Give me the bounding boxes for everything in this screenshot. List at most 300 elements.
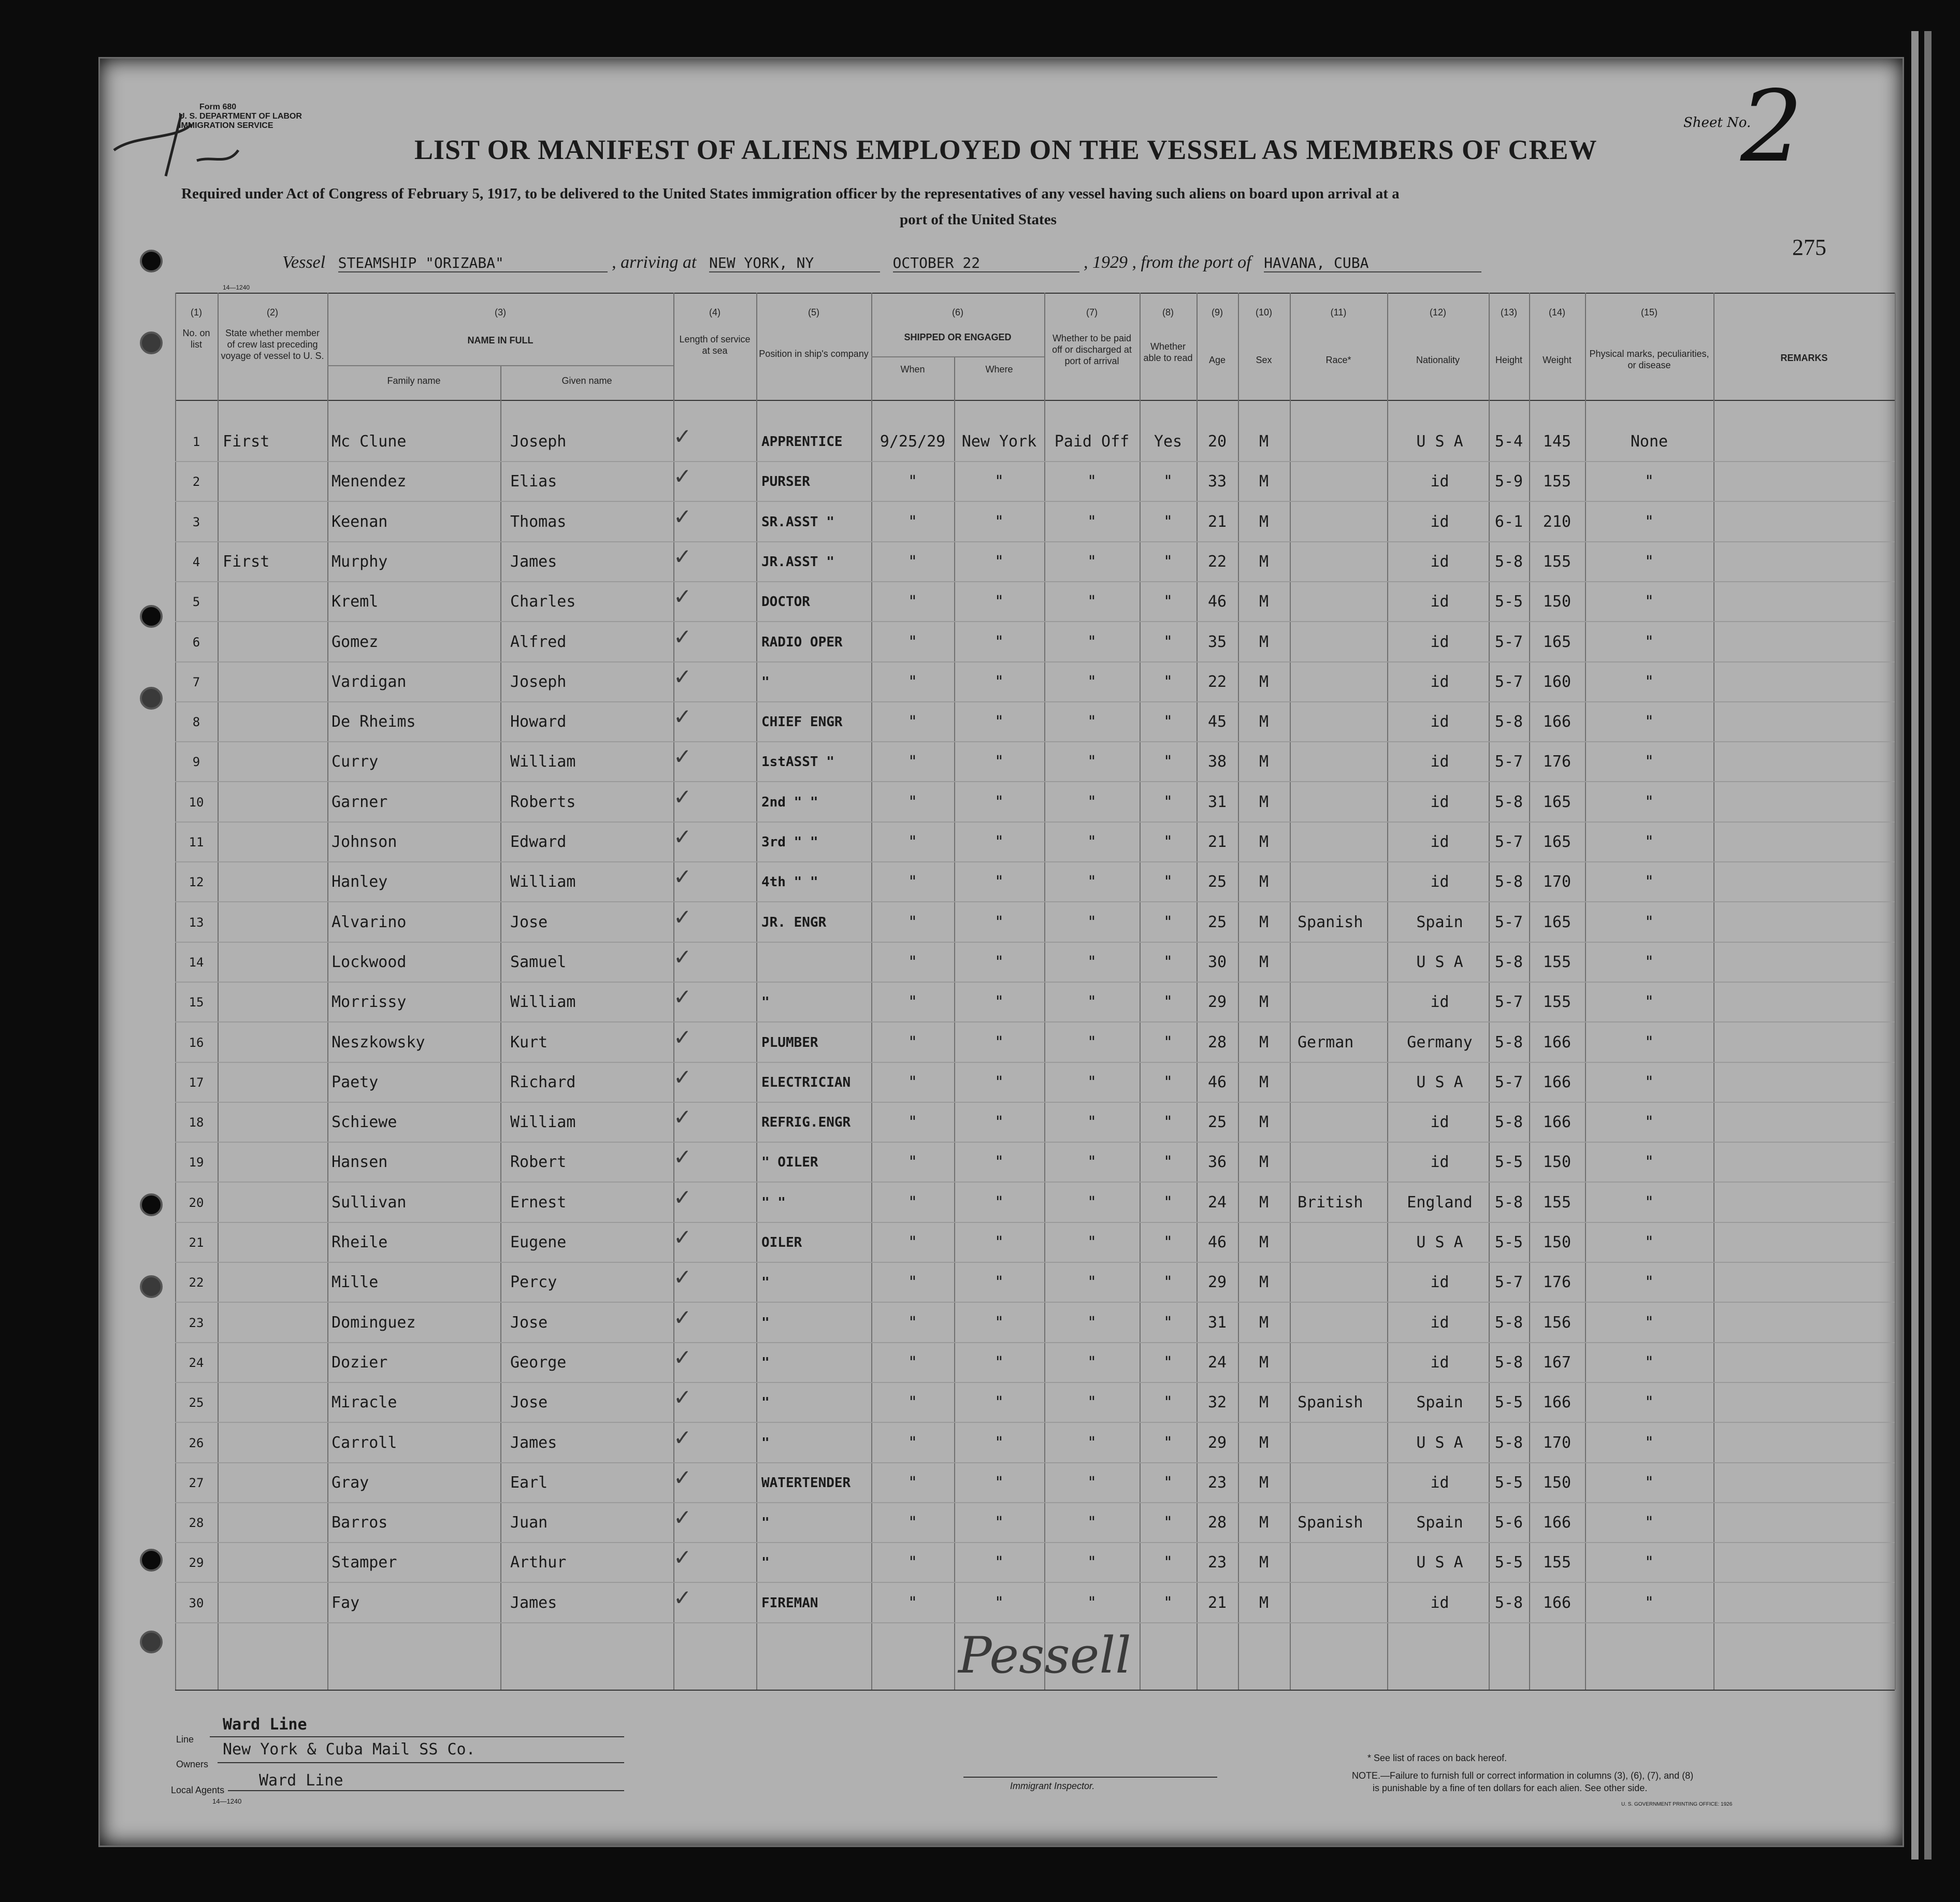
service-check-mark: ✓	[673, 1185, 692, 1210]
row-height: 5-5	[1494, 1153, 1523, 1171]
row-shipped-where: "	[994, 873, 1004, 891]
row-able-to-read: "	[1163, 833, 1173, 851]
row-age: 36	[1207, 1153, 1227, 1171]
row-able-to-read: "	[1163, 1273, 1173, 1291]
row-number: 11	[189, 835, 204, 849]
row-able-to-read: "	[1163, 1033, 1173, 1051]
row-able-to-read: "	[1163, 1073, 1173, 1091]
row-number: 21	[189, 1235, 204, 1250]
row-height: 5-7	[1494, 1273, 1523, 1291]
row-able-to-read: "	[1163, 513, 1173, 531]
header-state: State whether member of crew last preceding voyage of vessel to U. S.	[221, 328, 324, 361]
service-label: IMMIGRATION SERVICE	[179, 121, 273, 130]
table-row-rule	[175, 901, 1895, 902]
row-shipped-when: "	[907, 873, 918, 891]
row-shipped-where: "	[994, 1353, 1004, 1372]
row-given-name: William	[510, 993, 576, 1011]
row-weight: 210	[1543, 513, 1572, 531]
header-c8-number: (8)	[1162, 307, 1174, 318]
row-shipped-where: "	[994, 1594, 1004, 1612]
row-height: 5-7	[1494, 633, 1523, 651]
header-name-in-full: NAME IN FULL	[467, 335, 534, 345]
row-position: REFRIG.ENGR	[761, 1115, 851, 1130]
row-shipped-where: "	[994, 673, 1004, 691]
header-c14-number: (14)	[1548, 307, 1565, 318]
row-family-name: Johnson	[332, 833, 397, 851]
row-height: 5-9	[1494, 472, 1523, 491]
service-check-mark: ✓	[673, 1345, 692, 1370]
header-c13-number: (13)	[1500, 307, 1517, 318]
table-row-rule	[175, 1021, 1895, 1022]
inspector-signature: Pessell	[958, 1626, 1131, 1684]
agents-underline	[228, 1790, 624, 1791]
row-shipped-where: "	[994, 553, 1004, 571]
row-number: 16	[189, 1035, 204, 1050]
row-paid-off: "	[1087, 1594, 1097, 1612]
row-weight: 176	[1543, 1273, 1572, 1291]
row-shipped-where: "	[994, 593, 1004, 611]
row-weight: 166	[1543, 1514, 1572, 1532]
row-position: FIREMAN	[761, 1595, 818, 1611]
row-paid-off: "	[1087, 513, 1097, 531]
row-number: 14	[189, 955, 204, 970]
table-header-bottom	[175, 400, 1895, 401]
row-position: WATERTENDER	[761, 1475, 851, 1491]
row-paid-off: "	[1087, 1314, 1097, 1332]
row-height: 5-8	[1494, 1193, 1523, 1212]
header-c4-number: (4)	[709, 307, 720, 318]
table-row-rule	[175, 861, 1895, 862]
row-age: 33	[1207, 472, 1227, 491]
row-able-to-read: "	[1163, 1553, 1173, 1572]
row-nationality: id	[1430, 873, 1449, 891]
column-divider	[1713, 293, 1714, 1690]
row-given-name: Edward	[510, 833, 567, 851]
row-age: 29	[1207, 1273, 1227, 1291]
row-weight: 170	[1543, 873, 1572, 891]
row-sex: M	[1259, 1594, 1269, 1612]
row-age: 31	[1207, 793, 1227, 811]
row-weight: 166	[1543, 713, 1572, 731]
row-able-to-read: "	[1163, 472, 1173, 491]
row-shipped-when: "	[907, 793, 918, 811]
arrival-date: OCTOBER 22	[893, 254, 1079, 272]
row-sex: M	[1259, 753, 1269, 771]
header-nationality: Nationality	[1416, 355, 1460, 365]
row-weight: 165	[1543, 913, 1572, 931]
row-physical-marks: "	[1644, 1193, 1654, 1212]
punch-hole	[140, 1631, 163, 1653]
service-check-mark: ✓	[673, 704, 692, 729]
service-check-mark: ✓	[673, 1585, 692, 1610]
row-physical-marks: "	[1644, 1273, 1654, 1291]
row-family-name: Kreml	[332, 593, 379, 611]
row-nationality: id	[1430, 472, 1449, 491]
owners-underline	[218, 1762, 624, 1763]
row-height: 5-7	[1494, 993, 1523, 1011]
sheet-number: 2	[1740, 69, 1803, 184]
row-shipped-when: "	[907, 1474, 918, 1492]
row-shipped-where: "	[994, 953, 1004, 971]
row-able-to-read: "	[1163, 1474, 1173, 1492]
penalty-note-2: is punishable by a fine of ten dollars for each alien. See other side.	[1373, 1783, 1648, 1793]
row-height: 5-7	[1494, 1073, 1523, 1091]
row-physical-marks: "	[1644, 673, 1654, 691]
row-given-name: Thomas	[510, 513, 567, 531]
table-row-rule	[175, 741, 1895, 742]
row-nationality: id	[1430, 1273, 1449, 1291]
column-divider	[756, 293, 757, 1690]
row-race: German	[1298, 1033, 1354, 1051]
row-shipped-where: "	[994, 1514, 1004, 1532]
row-height: 5-7	[1494, 673, 1523, 691]
row-shipped-where: "	[994, 1434, 1004, 1452]
row-number: 6	[192, 635, 200, 650]
row-sex: M	[1259, 1393, 1269, 1411]
row-given-name: Jose	[510, 1314, 548, 1332]
row-height: 5-8	[1494, 1434, 1523, 1452]
header-race: Race*	[1325, 355, 1351, 365]
header-physical-marks: Physical marks, peculiarities, or disease	[1589, 349, 1709, 370]
row-family-name: Menendez	[332, 472, 407, 491]
row-paid-off: "	[1087, 953, 1097, 971]
row-sex: M	[1259, 633, 1269, 651]
row-age: 46	[1207, 1073, 1227, 1091]
row-height: 5-5	[1494, 1474, 1523, 1492]
row-position: RADIO OPER	[761, 635, 843, 650]
row-paid-off: "	[1087, 1393, 1097, 1411]
row-race: Spanish	[1298, 1514, 1363, 1532]
row-family-name: Hanley	[332, 873, 388, 891]
table-row-rule	[175, 1382, 1895, 1383]
row-age: 23	[1207, 1474, 1227, 1492]
row-position: " "	[761, 1195, 786, 1211]
row-given-name: James	[510, 553, 557, 571]
row-shipped-where: "	[994, 913, 1004, 931]
row-shipped-where: "	[994, 513, 1004, 531]
row-family-name: Barros	[332, 1514, 388, 1532]
row-sex: M	[1259, 1233, 1269, 1251]
row-shipped-where: "	[994, 1113, 1004, 1131]
column-divider	[1895, 293, 1896, 1690]
service-check-mark: ✓	[673, 584, 692, 609]
row-age: 23	[1207, 1553, 1227, 1572]
row-given-name: Joseph	[510, 433, 567, 451]
row-weight: 155	[1543, 472, 1572, 491]
page-edge-right-1	[1911, 31, 1919, 1860]
row-family-name: Alvarino	[332, 913, 407, 931]
row-nationality: id	[1430, 633, 1449, 651]
row-weight: 150	[1543, 593, 1572, 611]
row-given-name: Roberts	[510, 793, 576, 811]
row-shipped-where: "	[994, 793, 1004, 811]
row-paid-off: "	[1087, 1474, 1097, 1492]
row-shipped-where: "	[994, 1474, 1004, 1492]
row-sex: M	[1259, 673, 1269, 691]
local-agents-label: Local Agents	[171, 1785, 225, 1795]
row-shipped-when: "	[907, 633, 918, 651]
header-paid-off: Whether to be paid off or discharged at port of arrival	[1052, 333, 1132, 366]
row-shipped-when: "	[907, 1434, 918, 1452]
row-weight: 166	[1543, 1393, 1572, 1411]
row-shipped-when: "	[907, 1393, 918, 1411]
row-able-to-read: "	[1163, 793, 1173, 811]
row-nationality: England	[1407, 1193, 1473, 1212]
punch-hole	[140, 605, 163, 628]
row-nationality: id	[1430, 993, 1449, 1011]
row-nationality: Spain	[1416, 1393, 1463, 1411]
row-number: 23	[189, 1316, 204, 1330]
column-divider	[500, 365, 501, 1690]
row-family-name: Keenan	[332, 513, 388, 531]
row-sex: M	[1259, 993, 1269, 1011]
row-age: 45	[1207, 713, 1227, 731]
vessel-line	[282, 253, 1481, 272]
row-family-name: Paety	[332, 1073, 379, 1091]
service-check-mark: ✓	[673, 424, 692, 449]
row-paid-off: "	[1087, 673, 1097, 691]
row-family-name: Stamper	[332, 1553, 397, 1572]
service-check-mark: ✓	[673, 624, 692, 650]
row-age: 29	[1207, 1434, 1227, 1452]
row-able-to-read: "	[1163, 713, 1173, 731]
header-length-of-service: Length of service at sea	[679, 334, 751, 356]
header-age: Age	[1208, 355, 1226, 365]
manifest-sheet	[98, 57, 1904, 1847]
row-sex: M	[1259, 833, 1269, 851]
row-age: 46	[1207, 593, 1227, 611]
row-given-name: Jose	[510, 913, 548, 931]
row-weight: 170	[1543, 1434, 1572, 1452]
row-physical-marks: "	[1644, 472, 1654, 491]
punch-hole	[140, 332, 163, 354]
row-sex: M	[1259, 553, 1269, 571]
row-paid-off: "	[1087, 1434, 1097, 1452]
row-shipped-when: "	[907, 1594, 918, 1612]
row-family-name: Curry	[332, 753, 379, 771]
row-physical-marks: "	[1644, 553, 1654, 571]
row-age: 25	[1207, 1113, 1227, 1131]
manifest-subtitle-2: port of the United States	[900, 211, 1057, 228]
row-nationality: id	[1430, 513, 1449, 531]
service-check-mark: ✓	[673, 544, 692, 569]
row-able-to-read: "	[1163, 1113, 1173, 1131]
row-weight: 150	[1543, 1153, 1572, 1171]
row-family-name: Rheile	[332, 1233, 388, 1251]
row-able-to-read: "	[1163, 1434, 1173, 1452]
row-nationality: id	[1430, 793, 1449, 811]
table-row-rule	[175, 822, 1895, 823]
row-weight: 150	[1543, 1474, 1572, 1492]
column-divider	[1387, 293, 1388, 1690]
row-weight: 155	[1543, 1553, 1572, 1572]
row-able-to-read: "	[1163, 913, 1173, 931]
row-shipped-when: "	[907, 1233, 918, 1251]
row-physical-marks: "	[1644, 993, 1654, 1011]
row-number: 10	[189, 795, 204, 810]
row-physical-marks: "	[1644, 1514, 1654, 1532]
table-row-rule	[175, 1342, 1895, 1343]
page-edge-right-2	[1924, 31, 1932, 1860]
row-age: 25	[1207, 873, 1227, 891]
row-paid-off: "	[1087, 753, 1097, 771]
table-row-rule	[175, 1622, 1895, 1623]
row-paid-off: "	[1087, 633, 1097, 651]
row-weight: 166	[1543, 1033, 1572, 1051]
service-check-mark: ✓	[673, 464, 692, 489]
shipped-header-divider	[871, 356, 1044, 357]
row-nationality: Spain	[1416, 1514, 1463, 1532]
local-agents-value: Ward Line	[259, 1771, 343, 1790]
row-physical-marks: "	[1644, 1073, 1654, 1091]
row-number: 3	[192, 515, 200, 529]
row-able-to-read: "	[1163, 1514, 1173, 1532]
row-weight: 166	[1543, 1113, 1572, 1131]
row-height: 5-5	[1494, 1393, 1523, 1411]
row-shipped-where: "	[994, 1393, 1004, 1411]
punch-hole	[140, 687, 163, 710]
service-check-mark: ✓	[673, 784, 692, 810]
row-shipped-when: "	[907, 1153, 918, 1171]
header-c1-number: (1)	[191, 307, 202, 318]
row-sex: M	[1259, 472, 1269, 491]
table-row-rule	[175, 1542, 1895, 1543]
row-position: "	[761, 1315, 770, 1331]
row-height: 5-8	[1494, 1113, 1523, 1131]
service-check-mark: ✓	[673, 904, 692, 930]
row-weight: 145	[1543, 433, 1572, 451]
row-height: 5-7	[1494, 753, 1523, 771]
row-height: 5-4	[1494, 433, 1523, 451]
row-able-to-read: "	[1163, 593, 1173, 611]
row-nationality: U S A	[1416, 1073, 1463, 1091]
row-position: JR.ASST "	[761, 554, 834, 570]
row-able-to-read: "	[1163, 673, 1173, 691]
punch-hole	[140, 1275, 163, 1298]
row-able-to-read: "	[1163, 633, 1173, 651]
table-row-rule	[175, 781, 1895, 782]
row-given-name: Eugene	[510, 1233, 567, 1251]
row-sex: M	[1259, 1073, 1269, 1091]
arrival-year: , 1929	[1084, 253, 1128, 272]
row-position: "	[761, 1395, 770, 1410]
header-c5-number: (5)	[808, 307, 819, 318]
manifest-subtitle-1: Required under Act of Congress of February 5, 1917, to be delivered to the United States immigration officer by the representatives of any vessel having such aliens on board upon arrival at a	[181, 185, 1400, 202]
row-race: Spanish	[1298, 1393, 1363, 1411]
table-row-rule	[175, 1142, 1895, 1143]
row-able-to-read: "	[1163, 953, 1173, 971]
row-shipped-when: "	[907, 593, 918, 611]
row-family-name: Gomez	[332, 633, 379, 651]
row-shipped-where: "	[994, 1193, 1004, 1212]
row-able-to-read: "	[1163, 1594, 1173, 1612]
row-nationality: U S A	[1416, 1434, 1463, 1452]
service-check-mark: ✓	[673, 1465, 692, 1490]
row-paid-off: "	[1087, 1233, 1097, 1251]
row-family-name: Hansen	[332, 1153, 388, 1171]
row-able-to-read: "	[1163, 1193, 1173, 1212]
table-row-rule	[175, 1102, 1895, 1103]
row-family-name: Fay	[332, 1594, 360, 1612]
row-nationality: id	[1430, 1353, 1449, 1372]
handwritten-scribble	[104, 104, 269, 186]
row-height: 5-8	[1494, 793, 1523, 811]
row-shipped-when: "	[907, 1314, 918, 1332]
row-weight: 160	[1543, 673, 1572, 691]
row-sex: M	[1259, 1353, 1269, 1372]
from-port-label: , from the port of	[1132, 253, 1251, 272]
row-shipped-when: "	[907, 472, 918, 491]
row-physical-marks: "	[1644, 833, 1654, 851]
row-physical-marks: "	[1644, 1434, 1654, 1452]
table-row-rule	[175, 1582, 1895, 1583]
row-shipped-when: "	[907, 1073, 918, 1091]
row-given-name: Charles	[510, 593, 576, 611]
row-age: 46	[1207, 1233, 1227, 1251]
header-c15-number: (15)	[1640, 307, 1658, 318]
manifest-title: LIST OR MANIFEST OF ALIENS EMPLOYED ON THE VESSEL AS MEMBERS OF CREW	[414, 134, 1597, 165]
header-c9-number: (9)	[1212, 307, 1223, 318]
row-sex: M	[1259, 1153, 1269, 1171]
row-given-name: Juan	[510, 1514, 548, 1532]
table-row-rule	[175, 982, 1895, 983]
row-physical-marks: "	[1644, 1594, 1654, 1612]
row-height: 5-7	[1494, 833, 1523, 851]
row-position: "	[761, 1355, 770, 1371]
row-weight: 155	[1543, 553, 1572, 571]
row-given-name: James	[510, 1434, 557, 1452]
row-able-to-read: Yes	[1154, 433, 1183, 451]
row-sex: M	[1259, 1273, 1269, 1291]
row-height: 5-8	[1494, 1353, 1523, 1372]
row-shipped-when: 9/25/29	[880, 433, 946, 451]
row-given-name: Robert	[510, 1153, 567, 1171]
row-nationality: id	[1430, 1594, 1449, 1612]
column-divider	[1290, 293, 1291, 1690]
row-number: 27	[189, 1476, 204, 1490]
row-nationality: id	[1430, 833, 1449, 851]
row-number: 22	[189, 1275, 204, 1290]
header-c3-number: (3)	[495, 307, 506, 318]
row-physical-marks: "	[1644, 753, 1654, 771]
service-check-mark: ✓	[673, 1505, 692, 1530]
row-shipped-when: "	[907, 993, 918, 1011]
row-height: 5-8	[1494, 1033, 1523, 1051]
row-age: 28	[1207, 1033, 1227, 1051]
row-given-name: Joseph	[510, 673, 567, 691]
service-check-mark: ✓	[673, 1264, 692, 1290]
row-weight: 166	[1543, 1594, 1572, 1612]
row-sex: M	[1259, 713, 1269, 731]
service-check-mark: ✓	[673, 824, 692, 849]
line-label: Line	[176, 1734, 194, 1745]
row-physical-marks: "	[1644, 873, 1654, 891]
table-top-border	[175, 293, 1895, 294]
row-paid-off: "	[1087, 1553, 1097, 1572]
table-row-rule	[175, 541, 1895, 542]
row-number: 28	[189, 1516, 204, 1530]
table-row-rule	[175, 942, 1895, 943]
row-paid-off: "	[1087, 1353, 1097, 1372]
row-age: 21	[1207, 513, 1227, 531]
row-shipped-where: New York	[961, 433, 1037, 451]
row-physical-marks: "	[1644, 1113, 1654, 1131]
service-check-mark: ✓	[673, 1025, 692, 1050]
vessel-label: Vessel	[282, 253, 326, 272]
row-shipped-when: "	[907, 1193, 918, 1212]
punch-hole	[140, 1549, 163, 1572]
row-position: CHIEF ENGR	[761, 714, 843, 730]
